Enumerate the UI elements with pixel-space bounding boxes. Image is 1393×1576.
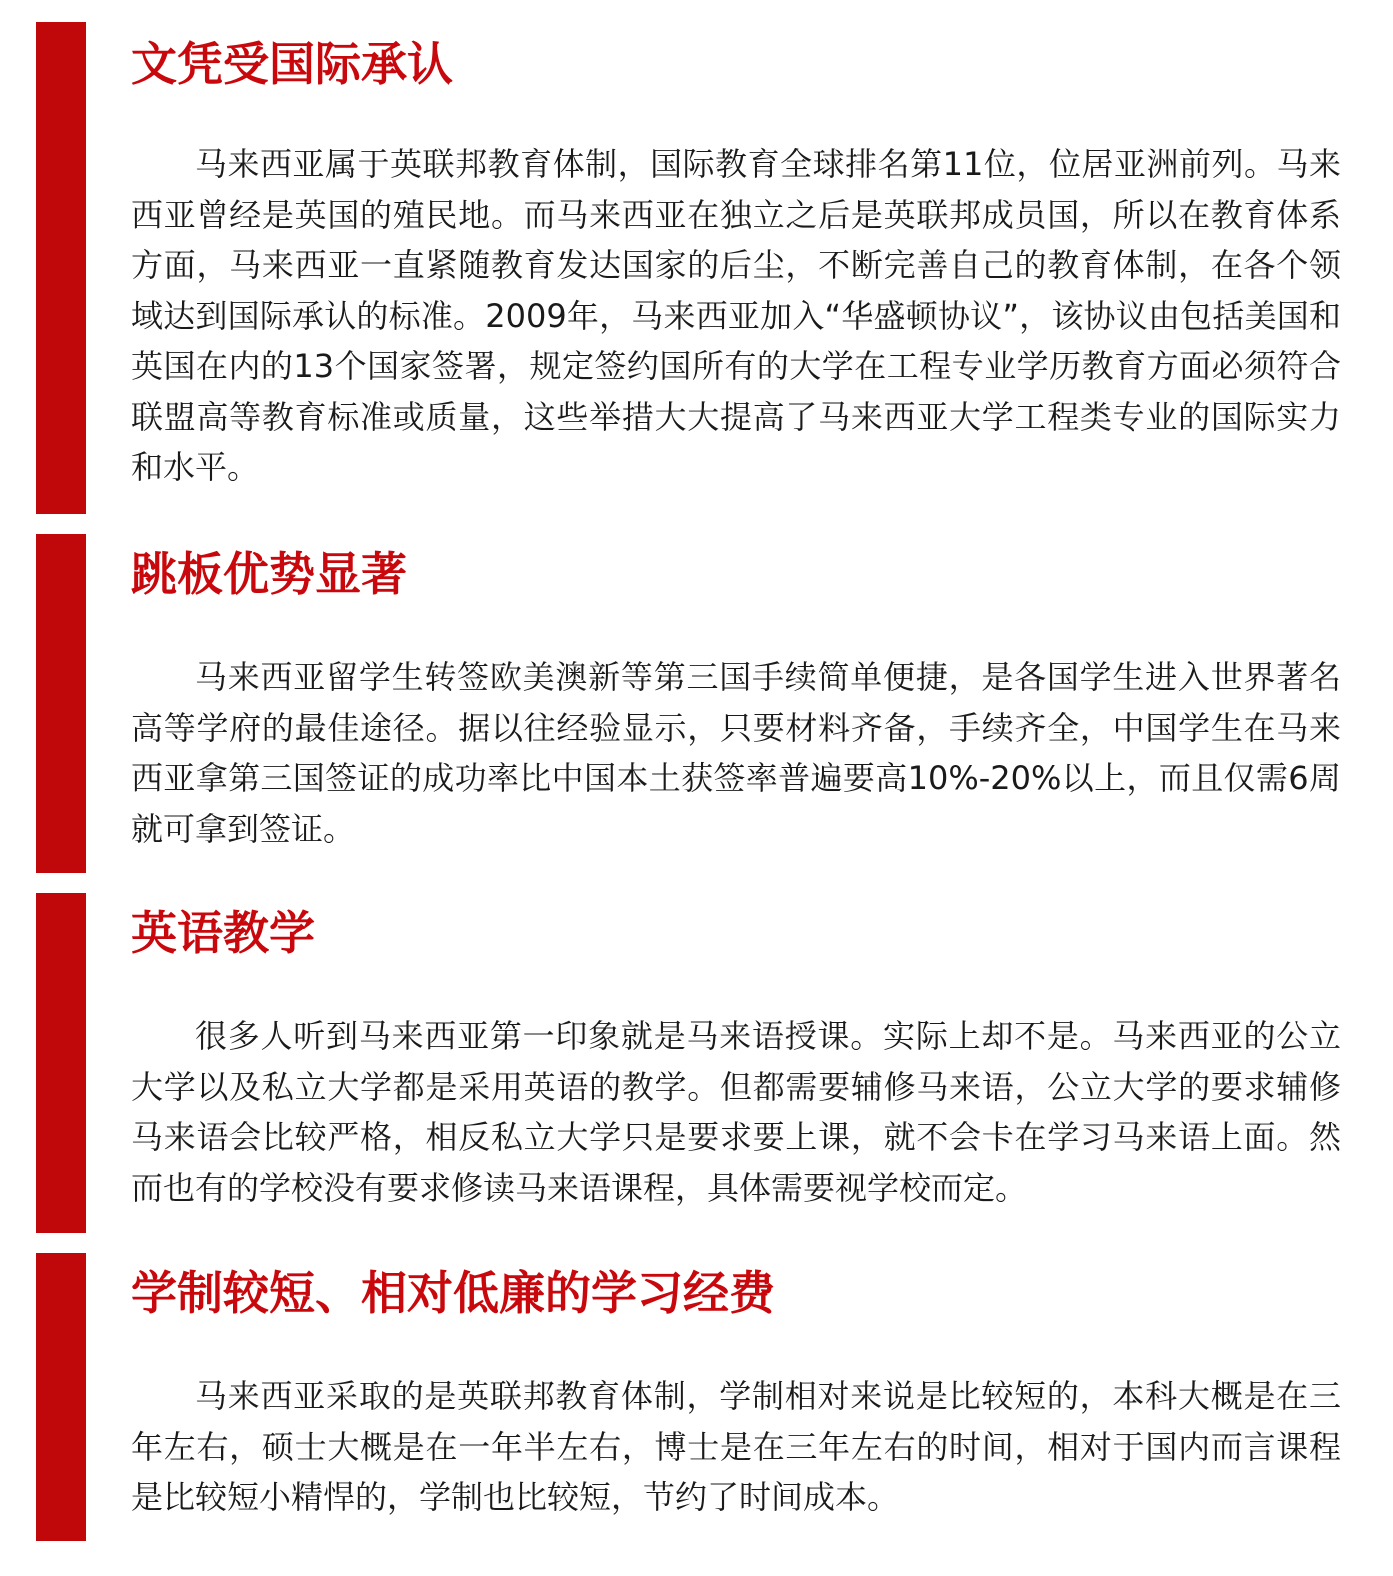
section-diploma-recognition [0,22,1393,514]
section-heading: 学制较短、相对低廉的学习经费 [131,1266,775,1320]
section-paragraph: 很多人听到马来西亚第一印象就是马来语授课。实际上却不是。马来西亚的公立大学以及私立大学都是采用英语的教学。但都需要辅修马来语，公立大学的要求辅修马来语会比较严格，相反私立大学只是要求要上课，就不会卡在学习马来语上面。然而也有的学校没有要求修读马来语课程，具体需要视学校而定。 [131,1017,1341,1207]
section-heading: 英语教学 [131,906,315,960]
section-heading: 文凭受国际承认 [131,37,453,91]
section-paragraph: 马来西亚留学生转签欧美澳新等第三国手续简单便捷，是各国学生进入世界著名高等学府的最佳途径。据以往经验显示，只要材料齐备，手续齐全，中国学生在马来西亚拿第三国签证的成功率比中国本土获签率普遍要高10%-20%以上，而且仅需6周就可拿到签证。 [131,658,1341,848]
section-paragraph: 马来西亚属于英联邦教育体制，国际教育全球排名第11位，位居亚洲前列。马来西亚曾经是英国的殖民地。而马来西亚在独立之后是英联邦成员国，所以在教育体系方面，马来西亚一直紧随教育发达国家的后尘，不断完善自己的教育体制，在各个领域达到国际承认的标准。2009年，马来西亚加入“华盛顿协议”，该协议由包括美国和英国在内的13个国家签署，规定签约国所有的大学在工程专业学历教育方面必须符合联盟高等教育标准或质量，这些举措大大提高了马来西亚大学工程类专业的国际实力和水平。 [131,145,1341,486]
section-accent-bar [36,893,86,1233]
section-accent-bar [36,1253,86,1541]
section-short-study-low-cost [0,1253,1393,1541]
section-springboard-advantage [0,534,1393,873]
section-paragraph: 马来西亚采取的是英联邦教育体制，学制相对来说是比较短的，本科大概是在三年左右，硕士大概是在一年半左右，博士是在三年左右的时间，相对于国内而言课程是比较短小精悍的，学制也比较短，节约了时间成本。 [131,1377,1341,1516]
section-accent-bar [36,22,86,514]
section-accent-bar [36,534,86,873]
section-heading: 跳板优势显著 [131,547,407,601]
section-english-teaching [0,893,1393,1233]
